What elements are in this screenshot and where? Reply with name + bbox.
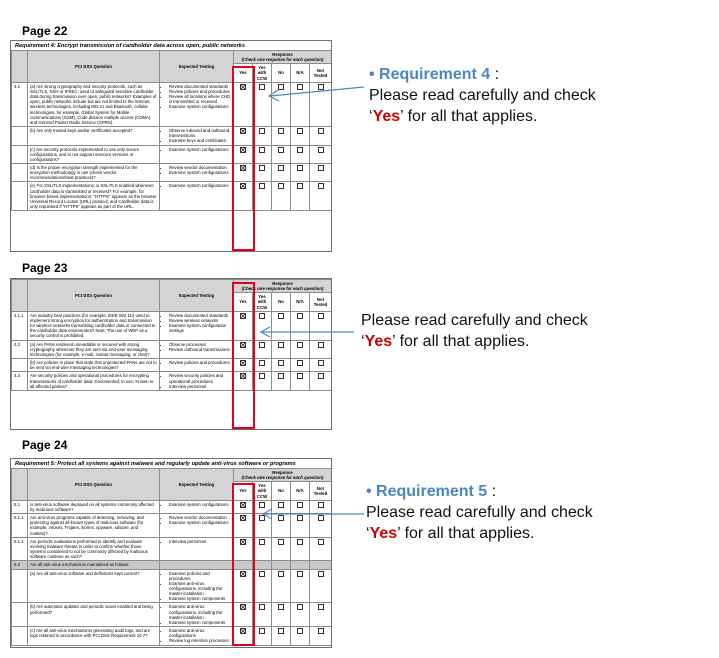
question-text: Are industry best practices (for example, IEEE 802.11i) used to implement strong encryption for authentication and transmission for wireless networks transmitting cardholder data or connected to the cardholder data environment? Note: The use of WEP as a security control is prohibited.: [28, 311, 160, 340]
expected-testing: [160, 127, 234, 145]
checkbox[interactable]: [297, 183, 303, 189]
cell-nt: [310, 603, 332, 627]
cell-nt: [310, 372, 332, 390]
page-label-22: Page 22: [22, 24, 68, 38]
cell-na: [291, 340, 310, 358]
header-na: N/A: [291, 482, 310, 500]
checkbox[interactable]: [259, 147, 265, 153]
checkbox[interactable]: [278, 313, 284, 319]
cell-na: [291, 537, 310, 561]
table-row: [12, 182, 332, 211]
cell-ccw: [253, 163, 272, 181]
cell-no: [272, 145, 291, 163]
testing-list: [162, 147, 231, 152]
requirement-4-title: Requirement 4: Encrypt transmission of cardholder data across open, public networks: [15, 43, 246, 49]
cell-nt: [310, 163, 332, 181]
response-label: Response: [272, 52, 293, 57]
expected-testing: [160, 569, 234, 603]
requirement-4-table: [11, 50, 332, 211]
checkbox[interactable]: [278, 165, 284, 171]
testing-item: • Review vendor documentation: [169, 165, 231, 170]
question-text: (a) Are PANs rendered unreadable or secured with strong cryptography whenever they are sent via end-user messaging technologies (for example, e-mail, instant messaging, or chat)?: [28, 340, 160, 358]
cell-no: [272, 603, 291, 627]
page-22-panel: [10, 40, 332, 252]
testing-item: • Examine anti-virus configurations, including the master installation: [169, 581, 231, 596]
requirement-5-title: Requirement 5: Protect all systems against malware and regularly update anti-virus software or programs: [15, 461, 296, 467]
checkbox[interactable]: [318, 165, 324, 171]
expected-testing: [160, 182, 234, 211]
header-response: [234, 51, 332, 64]
expected-testing: [160, 311, 234, 340]
cell-ccw: [253, 627, 272, 645]
header-yes: Yes: [234, 482, 253, 500]
header-row: [12, 51, 332, 64]
header-no: No: [272, 64, 291, 82]
header-nt: Not Tested: [310, 482, 332, 500]
checkbox[interactable]: [259, 360, 265, 366]
cell-no: [272, 340, 291, 358]
page-label-24: Page 24: [22, 438, 68, 452]
checkbox[interactable]: [297, 539, 303, 545]
cell-ccw: [253, 603, 272, 627]
cell-nt: [310, 127, 332, 145]
checkbox[interactable]: [278, 183, 284, 189]
checkbox[interactable]: [297, 604, 303, 610]
question-number: 5.2: [12, 561, 28, 569]
cell-nt: [310, 182, 332, 211]
testing-item: • Review documented standards: [169, 313, 231, 318]
question-number: 4.1: [12, 82, 28, 126]
checkbox[interactable]: [278, 128, 284, 134]
header-nt: Not Tested: [310, 293, 332, 311]
checkbox[interactable]: [318, 571, 324, 577]
response-label: Response: [272, 470, 293, 475]
checkbox[interactable]: [297, 571, 303, 577]
header-yes: Yes: [234, 293, 253, 311]
testing-item: • Review all locations where CHD is transmitted or received: [169, 94, 231, 104]
cell-na: [291, 627, 310, 645]
question-text: (b) Are policies in place that state that unprotected PANs are not to be sent via end-user messaging technologies?: [28, 359, 160, 372]
testing-item: • Review wireless networks: [169, 318, 231, 323]
cell-na: [291, 569, 310, 603]
testing-item: • Review outbound transmissions: [169, 347, 231, 352]
expected-testing: [160, 561, 234, 569]
response-sublabel: (Check one response for each question): [241, 475, 324, 481]
cell-no: [272, 127, 291, 145]
header-question: PCI DSS Question: [28, 280, 160, 312]
cell-ccw: [253, 127, 272, 145]
testing-list: [162, 502, 231, 507]
cell-no: [272, 627, 291, 645]
header-na: N/A: [291, 64, 310, 82]
checkbox[interactable]: [297, 360, 303, 366]
testing-list: [162, 604, 231, 625]
checkbox[interactable]: [259, 539, 265, 545]
question-text: (e) For SSL/TLS implementations, is SSL/TLS enabled whenever cardholder data is transmitted or received? For example, for browser-based implementations: "HTTPS" appears as the browser Universal Record Locator (URL) protocol; and Cardholder data is only requested if "HTTPS" appears as part of the URL.: [28, 182, 160, 211]
testing-list: [162, 84, 231, 110]
yes-column-highlight-1: [232, 66, 255, 251]
checkbox[interactable]: [297, 165, 303, 171]
expected-testing: [160, 500, 234, 513]
callout-line1: Please read carefully and check: [366, 504, 593, 521]
cell-no: [272, 182, 291, 211]
table-row: [12, 537, 332, 561]
table-row: [12, 627, 332, 645]
cell-ccw: [253, 537, 272, 561]
question-number: [12, 145, 28, 163]
quote-mark: ‘: [369, 108, 373, 125]
cell-na: [291, 127, 310, 145]
callout-rest: ’ for all that applies.: [392, 333, 530, 350]
question-number: 5.1.2: [12, 537, 28, 561]
cell-nt: [310, 537, 332, 561]
cell-na: [291, 182, 310, 211]
testing-list: [162, 360, 231, 365]
testing-list: [162, 515, 231, 525]
testing-item: • Observe processes: [169, 342, 231, 347]
checkbox[interactable]: [278, 373, 284, 379]
expected-testing: [160, 627, 234, 645]
checkbox[interactable]: [259, 165, 265, 171]
testing-item: • Review documented standards: [169, 84, 231, 89]
header-question: PCI DSS Question: [28, 469, 160, 501]
checkbox[interactable]: [318, 360, 324, 366]
arrow-icon: [258, 80, 368, 110]
callout-line2: [361, 331, 588, 352]
quote-mark: ‘: [366, 525, 370, 542]
checkbox[interactable]: [297, 147, 303, 153]
table-row: [12, 372, 332, 390]
checkbox[interactable]: [278, 360, 284, 366]
checkbox[interactable]: [318, 342, 324, 348]
question-text: Are security policies and operational procedures for encrypting transmissions of cardholder data: Documented; In use; Known to all affected parties?: [28, 372, 160, 390]
testing-list: [162, 183, 231, 188]
question-text: (a) Are all anti-virus software and definitions kept current?: [28, 569, 160, 603]
question-number: 5.1: [12, 500, 28, 513]
arrow-icon: [258, 504, 368, 524]
header-testing: Expected Testing: [160, 469, 234, 501]
checkbox[interactable]: [278, 604, 284, 610]
header-row: [12, 280, 332, 293]
yes-column-highlight-3: [232, 483, 255, 646]
header-testing: Expected Testing: [160, 51, 234, 83]
cell-na: [291, 359, 310, 372]
table-row: [12, 603, 332, 627]
testing-item: • Examine system configurations: [169, 104, 231, 109]
cell-no: [272, 569, 291, 603]
cell-no: [272, 359, 291, 372]
checkbox[interactable]: [297, 628, 303, 634]
testing-item: • Review log retention processes: [169, 638, 231, 643]
testing-item: • Review vendor documentation: [169, 515, 231, 520]
callout-requirement-5: [366, 481, 593, 544]
testing-item: • Examine anti-virus configurations: [169, 628, 231, 638]
testing-item: • Examine anti-virus configurations, including the master installation: [169, 604, 231, 619]
checkbox[interactable]: [318, 313, 324, 319]
checkbox[interactable]: [318, 373, 324, 379]
yes-emphasis: Yes: [364, 333, 393, 350]
callout-heading: [369, 64, 596, 85]
question-text: (a) Are strong cryptography and security protocols, such as SSL/TLS, SSH or IPSEC, used to safeguard sensitive cardholder data during transmission over open, public networks? Examples of open, public networks include but are not limited to the Internet, wireless technologies, including 802.11 and Bluetooth, cellular technologies, for example, Global System for Mobile communications (GSM), Code division multiple access (CDMA) and General Packet Radio Service (GPRS).: [28, 82, 160, 126]
callout-line2: [369, 106, 596, 127]
checkbox[interactable]: [259, 128, 265, 134]
question-number: [12, 603, 28, 627]
testing-item: • Interview personnel: [169, 539, 231, 544]
checkbox[interactable]: [278, 539, 284, 545]
cell-no: [272, 561, 291, 569]
header-ccw: Yes with CCW: [253, 64, 272, 82]
header-question: PCI DSS Question: [28, 51, 160, 83]
cell-nt: [310, 359, 332, 372]
table-row: [12, 340, 332, 358]
checkbox[interactable]: [318, 604, 324, 610]
question-number: [12, 163, 28, 181]
header-ccw: Yes with CCW: [253, 482, 272, 500]
question-text: (c) Are security protocols implemented to use only secure configurations, and to not support insecure versions or configurations?: [28, 145, 160, 163]
testing-item: • Examine system components: [169, 620, 231, 625]
cell-ccw: [253, 372, 272, 390]
expected-testing: [160, 163, 234, 181]
table-row: [12, 569, 332, 603]
checkbox[interactable]: [297, 313, 303, 319]
callout-title: • Requirement 5: [366, 483, 488, 500]
testing-item: • Examine system configurations: [169, 147, 231, 152]
cell-ccw: [253, 145, 272, 163]
cell-na: [291, 163, 310, 181]
header-nt: Not Tested: [310, 64, 332, 82]
callout-colon: :: [487, 483, 497, 500]
testing-item: • Observe inbound and outbound transmissions: [169, 128, 231, 138]
testing-list: [162, 165, 231, 175]
question-text: (b) Are only trusted keys and/or certificates accepted?: [28, 127, 160, 145]
checkbox[interactable]: [259, 342, 265, 348]
question-text: Are anti-virus programs capable of detecting, removing, and protecting against all known types of malicious software (for example, viruses, Trojans, worms, spyware, adware, and rootkits)?: [28, 514, 160, 538]
header-testing: Expected Testing: [160, 280, 234, 312]
checkbox[interactable]: [318, 128, 324, 134]
callout-title: • Requirement 4: [369, 66, 491, 83]
expected-testing: [160, 514, 234, 538]
question-number: [12, 359, 28, 372]
yes-emphasis: Yes: [369, 525, 398, 542]
testing-item: • Review security policies and operational procedures: [169, 373, 231, 383]
testing-item: • Examine policies and procedures: [169, 571, 231, 581]
checkbox[interactable]: [259, 373, 265, 379]
testing-item: • Examine system configurations: [169, 183, 231, 188]
quote-mark: ‘: [361, 333, 365, 350]
checkbox[interactable]: [259, 604, 265, 610]
checkbox[interactable]: [259, 183, 265, 189]
question-number: 4.1.1: [12, 311, 28, 340]
header-ccw: Yes with CCW: [253, 293, 272, 311]
callout-requirement-4: [369, 64, 596, 127]
question-text: Is anti-virus software deployed on all systems commonly affected by malicious software?: [28, 500, 160, 513]
question-number: [12, 569, 28, 603]
response-sublabel: (Check one response for each question): [241, 57, 324, 63]
cell-na: [291, 603, 310, 627]
callout-line2: [366, 523, 593, 544]
header-row: [12, 469, 332, 482]
expected-testing: [160, 359, 234, 372]
cell-ccw: [253, 359, 272, 372]
callout-heading: [366, 481, 593, 502]
testing-item: • Interview personnel: [169, 384, 231, 389]
page-label-23: Page 23: [22, 261, 68, 275]
cell-na: [291, 145, 310, 163]
testing-item: • Examine system configurations: [169, 502, 231, 507]
table-row: [12, 561, 332, 569]
cell-nt: [310, 627, 332, 645]
cell-nt: [310, 340, 332, 358]
checkbox[interactable]: [297, 342, 303, 348]
cell-na: [291, 561, 310, 569]
cell-no: [272, 163, 291, 181]
checkbox[interactable]: [278, 571, 284, 577]
header-no: No: [272, 482, 291, 500]
header-yes: Yes: [234, 64, 253, 82]
checkbox[interactable]: [259, 571, 265, 577]
question-number: 5.1.1: [12, 514, 28, 538]
question-text: Are all anti-virus mechanisms maintained as follows:: [28, 561, 160, 569]
cell-nt: [310, 561, 332, 569]
question-text: (b) Are automatic updates and periodic scans enabled and being performed?: [28, 603, 160, 627]
testing-item: • Examine system configuration settings: [169, 323, 231, 333]
checkbox[interactable]: [318, 628, 324, 634]
expected-testing: [160, 340, 234, 358]
cell-nt: [310, 145, 332, 163]
testing-item: • Examine system components: [169, 596, 231, 601]
response-sublabel: (Check one response for each question): [241, 286, 324, 292]
testing-list: [162, 128, 231, 143]
expected-testing: [160, 603, 234, 627]
testing-item: • Examine system configurations: [169, 520, 231, 525]
checkbox[interactable]: [318, 183, 324, 189]
cell-no: [272, 537, 291, 561]
checkbox[interactable]: [297, 128, 303, 134]
testing-list: [162, 571, 231, 602]
testing-list: [162, 539, 231, 544]
header-number: [12, 51, 28, 83]
callout-page-23: [361, 310, 588, 352]
arrow-icon: [258, 322, 358, 342]
checkbox[interactable]: [259, 628, 265, 634]
checkbox[interactable]: [259, 313, 265, 319]
testing-list: [162, 313, 231, 334]
question-text: Are periodic evaluations performed to identify and evaluate evolving malware threats in order to confirm whether those systems considered to not be commonly affected by malicious software continue as such?: [28, 537, 160, 561]
question-number: [12, 127, 28, 145]
expected-testing: [160, 537, 234, 561]
callout-colon: :: [490, 66, 500, 83]
question-number: [12, 182, 28, 211]
question-text: (c) Are all anti-virus mechanisms generating audit logs, and are logs retained in accordance with PCI DSS Requirement 10.7?: [28, 627, 160, 645]
callout-line1: Please read carefully and check: [369, 87, 596, 104]
callout-rest: ’ for all that applies.: [400, 108, 538, 125]
cell-ccw: [253, 182, 272, 211]
question-text: (d) Is the proper encryption strength implemented for the encryption methodology in use (check vendor recommendations/best practices)?: [28, 163, 160, 181]
header-number: [12, 280, 28, 312]
checkbox[interactable]: [278, 342, 284, 348]
checkbox[interactable]: [318, 147, 324, 153]
cell-nt: [310, 569, 332, 603]
table-row: [12, 359, 332, 372]
table-row: [12, 163, 332, 181]
header-number: [12, 469, 28, 501]
page-23-panel: [10, 278, 332, 430]
testing-list: [162, 342, 231, 352]
callout-rest: ’ for all that applies.: [397, 525, 535, 542]
response-label: Response: [272, 281, 293, 286]
question-number: [12, 627, 28, 645]
checkbox[interactable]: [278, 147, 284, 153]
testing-list: [162, 628, 231, 643]
cell-ccw: [253, 561, 272, 569]
checkbox[interactable]: [318, 539, 324, 545]
question-number: 4.3: [12, 372, 28, 390]
question-number: 4.2: [12, 340, 28, 358]
yes-column-highlight-2: [232, 282, 255, 429]
table-row: [12, 145, 332, 163]
header-na: N/A: [291, 293, 310, 311]
cell-ccw: [253, 340, 272, 358]
testing-item: • Review policies and procedures: [169, 89, 231, 94]
yes-emphasis: Yes: [372, 108, 401, 125]
checkbox[interactable]: [297, 373, 303, 379]
testing-item: • Examine system configurations: [169, 170, 231, 175]
cell-no: [272, 372, 291, 390]
header-no: No: [272, 293, 291, 311]
checkbox[interactable]: [278, 628, 284, 634]
testing-item: • Review policies and procedures: [169, 360, 231, 365]
requirement-5-table: [11, 468, 332, 646]
expected-testing: [160, 82, 234, 126]
cell-ccw: [253, 569, 272, 603]
table-row: [12, 127, 332, 145]
testing-list: [162, 373, 231, 388]
header-response: [234, 469, 332, 482]
expected-testing: [160, 372, 234, 390]
cell-na: [291, 372, 310, 390]
page-24-panel: [10, 458, 332, 648]
testing-item: • Examine keys and certificates: [169, 138, 231, 143]
callout-line1: Please read carefully and check: [361, 312, 588, 329]
expected-testing: [160, 145, 234, 163]
